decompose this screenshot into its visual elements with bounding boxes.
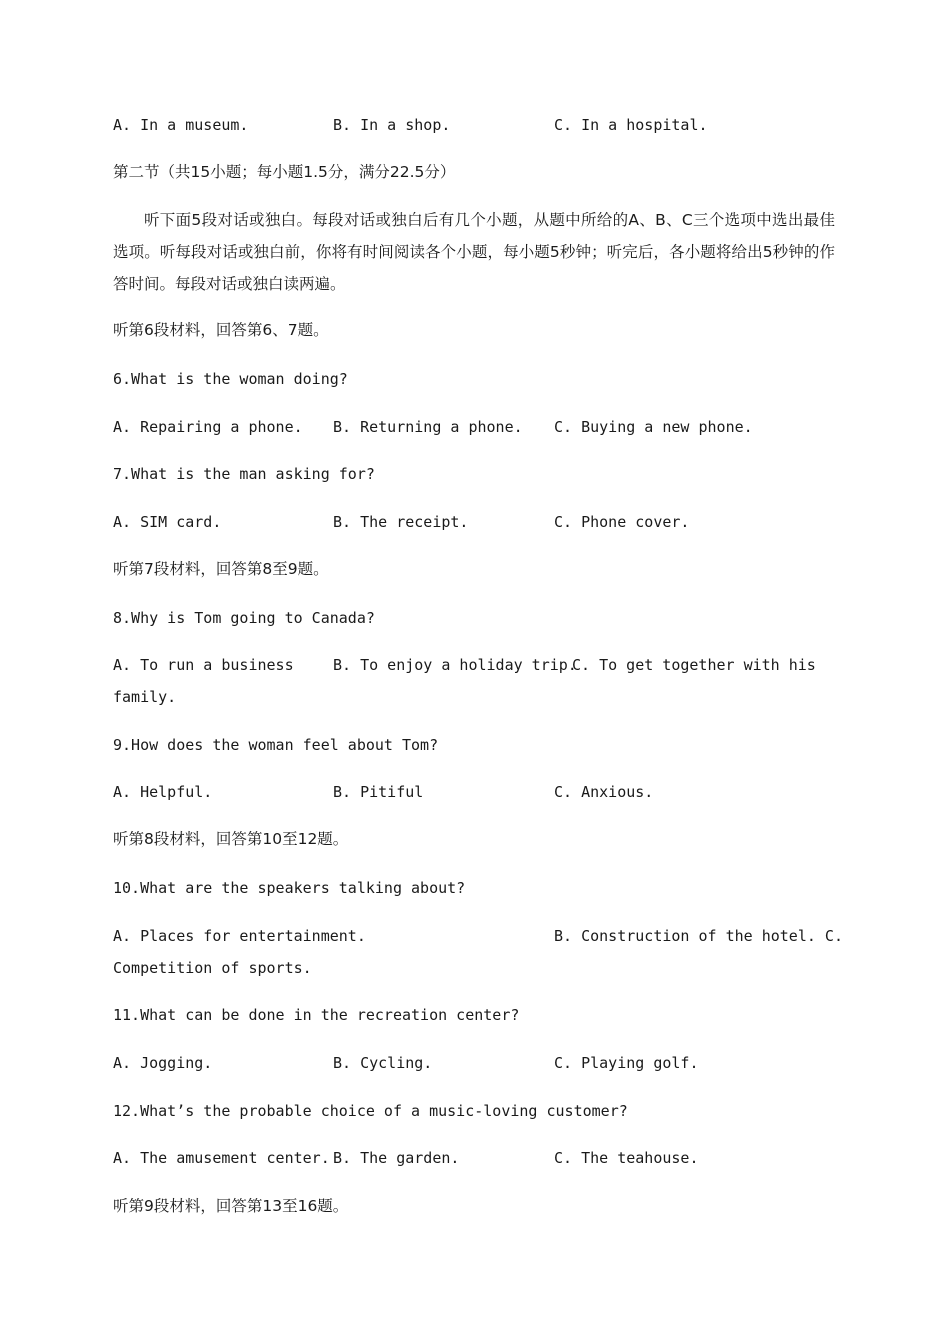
q6-option-a: A. Repairing a phone. [113,418,303,436]
q5-option-b: B. In a shop. [333,116,451,134]
q9-option-c: C. Anxious. [554,783,654,801]
group-8-heading: 听第8段材料，回答第10至12题。 [113,830,349,848]
q11-option-c: C. Playing golf. [554,1054,699,1072]
q12-stem: 12.What’s the probable choice of a music-loving customer? [113,1102,628,1120]
q9-option-b: B. Pitiful [333,783,424,801]
q8-option-c: C. To get together with his [572,656,816,674]
group-6-heading: 听第6段材料，回答第6、7题。 [113,321,329,339]
q8-option-b: B. To enjoy a holiday trip. [333,656,577,674]
section-2-header: 第二节（共15小题；每小题1.5分，满分22.5分） [113,163,456,181]
q10-option-c-continuation: Competition of sports. [113,959,312,977]
q5-option-c: C. In a hospital. [554,116,708,134]
q5-option-a: A. In a museum. [113,116,249,134]
q10-option-b: B. Construction of the hotel. C. [554,927,843,945]
q7-option-c: C. Phone cover. [554,513,690,531]
group-7-heading: 听第7段材料，回答第8至9题。 [113,560,329,578]
q8-option-a: A. To run a business [113,656,294,674]
q9-option-a: A. Helpful. [113,783,213,801]
q11-stem: 11.What can be done in the recreation center? [113,1006,520,1024]
q9-stem: 9.How does the woman feel about Tom? [113,736,439,754]
q12-option-b: B. The garden. [333,1149,460,1167]
q7-stem: 7.What is the man asking for? [113,465,375,483]
q7-option-a: A. SIM card. [113,513,222,531]
group-9-heading: 听第9段材料，回答第13至16题。 [113,1197,349,1215]
section-instructions: 听下面5段对话或独白。每段对话或独白后有几个小题，从题中所给的A、B、C三个选项中选出最佳选项。听每段对话或独白前，你将有时间阅读各个小题，每小题5秒钟；听完后，各小题将给出5秒钟的作答时间。每段对话或独白读两遍。 [113,211,835,293]
q10-stem: 10.What are the speakers talking about? [113,879,466,897]
q12-option-a: A. The amusement center. [113,1149,330,1167]
q8-option-c-continuation: family. [113,688,177,706]
q10-option-a: A. Places for entertainment. [113,927,366,945]
q11-option-a: A. Jogging. [113,1054,213,1072]
q11-option-b: B. Cycling. [333,1054,433,1072]
q8-stem: 8.Why is Tom going to Canada? [113,609,375,627]
q7-option-b: B. The receipt. [333,513,469,531]
q6-option-b: B. Returning a phone. [333,418,523,436]
q12-option-c: C. The teahouse. [554,1149,699,1167]
q6-stem: 6.What is the woman doing? [113,370,348,388]
q6-option-c: C. Buying a new phone. [554,418,753,436]
